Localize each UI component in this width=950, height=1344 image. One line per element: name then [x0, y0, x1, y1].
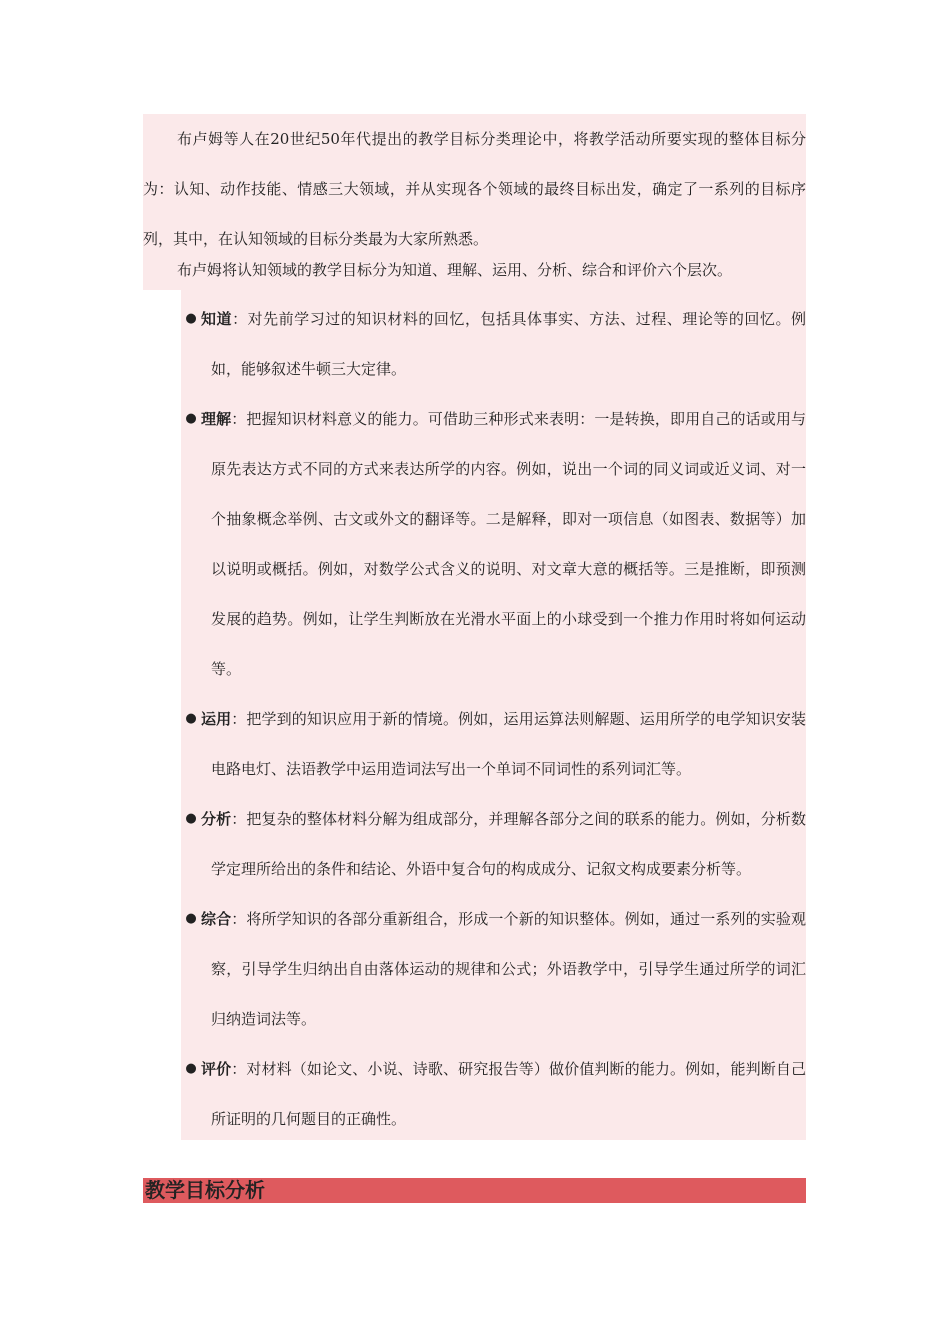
- bullet-icon: ●: [185, 811, 197, 826]
- level-description: ：把复杂的整体材料分解为组成部分，并理解各部分之间的联系的能力。例如，分析数学定理所给出的条件和结论、外语中复合句的构成成分、记叙文构成要素分析等。: [211, 810, 806, 878]
- level-description: ：把学到的知识应用于新的情境。例如，运用运算法则解题、运用所学的电学知识安装电路电灯、法语教学中运用造词法写出一个单词不同词性的系列词汇等。: [211, 710, 806, 778]
- level-term: 知道: [201, 310, 233, 328]
- bullet-icon: ●: [185, 1061, 197, 1076]
- level-description: ：将所学知识的各部分重新组合，形成一个新的知识整体。例如，通过一系列的实验观察，引导学生归纳出自由落体运动的规律和公式；外语教学中，引导学生通过所学的词汇归纳造词法等。: [211, 910, 806, 1028]
- bullet-icon: ●: [185, 711, 197, 726]
- bullet-icon: ●: [185, 911, 197, 926]
- level-description: ：对先前学习过的知识材料的回忆，包括具体事实、方法、过程、理论等的回忆。例如，能够叙述牛顿三大定律。: [211, 310, 806, 378]
- list-item-application: [181, 694, 806, 794]
- intro-block: [143, 114, 806, 290]
- intro-paragraph-2: 布卢姆将认知领域的教学目标分为知道、理解、运用、分析、综合和评价六个层次。: [177, 261, 733, 279]
- level-term: 分析: [201, 810, 232, 828]
- cognitive-levels-list: [181, 294, 806, 1144]
- level-description: ：把握知识材料意义的能力。可借助三种形式来表明：一是转换，即用自己的话或用与原先表达方式不同的方式来表达所学的内容。例如，说出一个词的同义词或近义词、对一个抽象概念举例、古文或外文的翻译等。二是解释，即对一项信息（如图表、数据等）加以说明或概括。例如，对数学公式含义的说明、对文章大意的概括等。三是推断，即预测发展的趋势。例如，让学生判断放在光滑水平面上的小球受到一个推力作用时将如何运动等。: [211, 410, 806, 678]
- level-term: 运用: [201, 710, 232, 728]
- list-item-knowledge: [181, 294, 806, 394]
- bullet-icon: ●: [185, 411, 197, 426]
- level-description: ：对材料（如论文、小说、诗歌、研究报告等）做价值判断的能力。例如，能判断自己所证明的几何题目的正确性。: [211, 1060, 806, 1128]
- level-term: 综合: [201, 910, 232, 928]
- level-term: 评价: [201, 1060, 232, 1078]
- list-item-comprehension: [181, 394, 806, 694]
- bullet-icon: ●: [185, 311, 197, 326]
- list-item-analysis: [181, 794, 806, 894]
- section-heading: 教学目标分析: [143, 1178, 806, 1203]
- list-item-evaluation: [181, 1044, 806, 1144]
- level-term: 理解: [201, 410, 232, 428]
- list-item-synthesis: [181, 894, 806, 1044]
- intro-paragraph-1: 布卢姆等人在20世纪50年代提出的教学目标分类理论中，将教学活动所要实现的整体目标分为：认知、动作技能、情感三大领域，并从实现各个领域的最终目标出发，确定了一系列的目标序列，其中，在认知领域的目标分类最为大家所熟悉。: [143, 130, 806, 248]
